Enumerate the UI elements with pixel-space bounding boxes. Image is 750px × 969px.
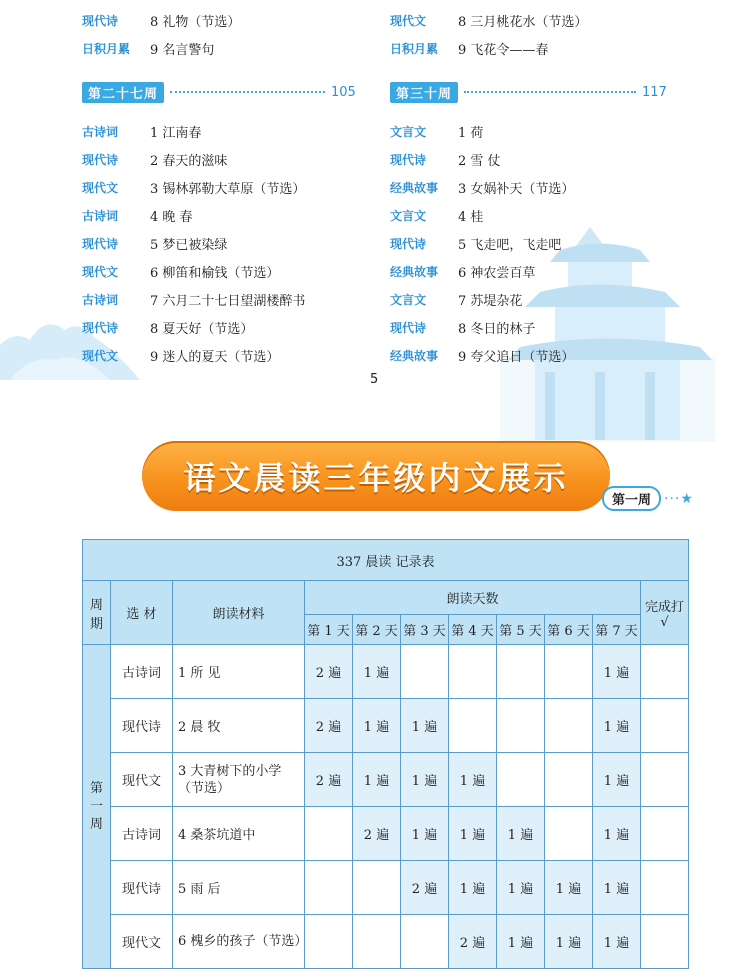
list-item: 文言文 4 桂 (390, 208, 484, 225)
table-row: 第一周 古诗词 1 所 见 2 遍 1 遍 1 遍 (83, 645, 689, 699)
list-item: 古诗词 7 六月二十七日望湖楼醉书 (82, 292, 306, 309)
list-item: 现代诗 2 雪 仗 (390, 152, 501, 169)
section-week-30: 第三十周 117 (390, 82, 667, 102)
header-done: 完成打√ (641, 581, 689, 645)
list-item: 古诗词 1 江南春 (82, 124, 202, 141)
list-item: 文言文 1 荷 (390, 124, 484, 141)
list-item: 现代诗 8 冬日的林子 (390, 320, 536, 337)
table-title: 337 晨读 记录表 (83, 540, 689, 581)
list-item: 经典故事 9 夸父追日（节选） (390, 348, 575, 365)
header-day-5: 第 5 天 (497, 615, 545, 645)
header-week: 周期 (83, 581, 111, 645)
header-type: 选 材 (111, 581, 173, 645)
done-cell[interactable] (641, 807, 689, 861)
header-day-1: 第 1 天 (305, 615, 353, 645)
table-row: 现代诗 5 雨 后 2 遍 1 遍 1 遍 1 遍 1 遍 (83, 861, 689, 915)
table-row: 古诗词 4 桑茶坑道中 2 遍 1 遍 1 遍 1 遍 1 遍 (83, 807, 689, 861)
list-item: 日积月累 9 飞花令——春 (390, 41, 549, 58)
list-item: 经典故事 3 女娲补天（节选） (390, 180, 575, 197)
list-item: 现代诗 5 梦已被染绿 (82, 236, 228, 253)
header-days: 朗读天数 (305, 581, 641, 615)
banner-title: 语文晨读三年级内文展示 (183, 459, 569, 497)
header-day-4: 第 4 天 (449, 615, 497, 645)
done-cell[interactable] (641, 699, 689, 753)
week-label: 第一周 (83, 645, 111, 969)
header-day-7: 第 7 天 (593, 615, 641, 645)
header-day-2: 第 2 天 (353, 615, 401, 645)
list-item: 现代文 8 三月桃花水（节选） (390, 13, 588, 30)
list-item: 现代诗 2 春天的滋味 (82, 152, 228, 169)
list-item: 日积月累 9 名言警句 (82, 41, 215, 58)
list-item: 文言文 7 苏堤杂花 (390, 292, 523, 309)
mountain-decoration (0, 300, 140, 380)
record-table (82, 539, 689, 969)
header-material: 朗读材料 (173, 581, 305, 645)
list-item: 现代诗 8 礼物（节选） (82, 13, 241, 30)
list-item: 现代诗 5 飞走吧，飞走吧 (390, 236, 562, 253)
header-day-3: 第 3 天 (401, 615, 449, 645)
table-row: 现代文 3 大青树下的小学（节选） 2 遍 1 遍 1 遍 1 遍 1 遍 (83, 753, 689, 807)
week-tag: 第一周 ···★ (602, 486, 694, 511)
star-icon: ···★ (664, 490, 694, 507)
list-item: 现代文 3 锡林郭勒大草原（节选） (82, 180, 306, 197)
section-week-27: 第二十七周 105 (82, 82, 356, 102)
list-item: 古诗词 4 晚 春 (82, 208, 193, 225)
list-item: 现代诗 8 夏天好（节选） (82, 320, 254, 337)
done-cell[interactable] (641, 915, 689, 969)
table-row: 现代文 6 槐乡的孩子（节选） 2 遍 1 遍 1 遍 1 遍 (83, 915, 689, 969)
table-row: 现代诗 2 晨 牧 2 遍 1 遍 1 遍 1 遍 (83, 699, 689, 753)
list-item: 现代文 9 迷人的夏天（节选） (82, 348, 280, 365)
list-item: 经典故事 6 神农尝百草 (390, 264, 536, 281)
list-item: 现代文 6 柳笛和榆钱（节选） (82, 264, 280, 281)
done-cell[interactable] (641, 753, 689, 807)
done-cell[interactable] (641, 645, 689, 699)
page-number: 5 (370, 372, 379, 387)
header-day-6: 第 6 天 (545, 615, 593, 645)
title-banner (142, 441, 610, 511)
done-cell[interactable] (641, 861, 689, 915)
